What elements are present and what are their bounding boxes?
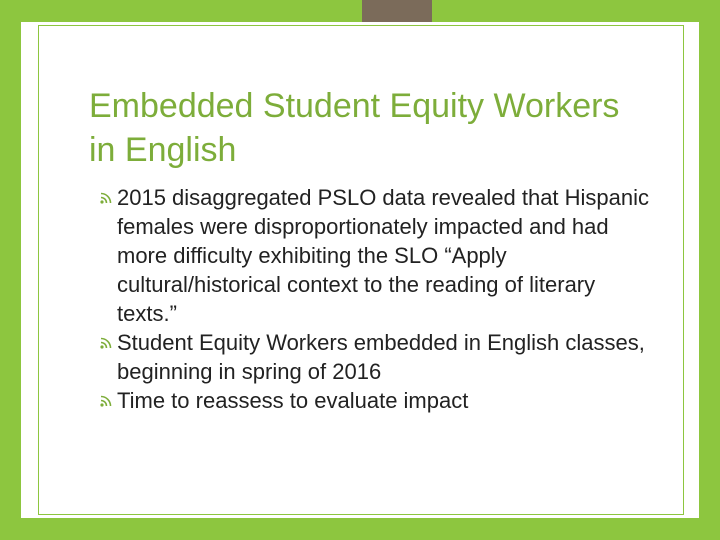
- bullet-text: 2015 disaggregated PSLO data revealed that Hispanic females were disproportionately impacted and had more difficulty exhibiting the SLO “Apply cultural/historical context to the reading of literary texts.”: [117, 185, 650, 326]
- bullet-item: [100, 328, 660, 386]
- bullet-text: Student Equity Workers embedded in English classes, beginning in spring of 2016: [117, 330, 645, 384]
- bullet-text: Time to reassess to evaluate impact: [117, 388, 469, 413]
- bullet-item: [100, 386, 660, 415]
- bullet-list: [100, 183, 660, 415]
- bullet-item: [100, 183, 660, 328]
- slide-title: Embedded Student Equity Workers in English: [89, 87, 620, 169]
- wifi-signal-icon: [100, 335, 114, 349]
- wifi-signal-icon: [100, 393, 114, 407]
- wifi-signal-icon: [100, 190, 114, 204]
